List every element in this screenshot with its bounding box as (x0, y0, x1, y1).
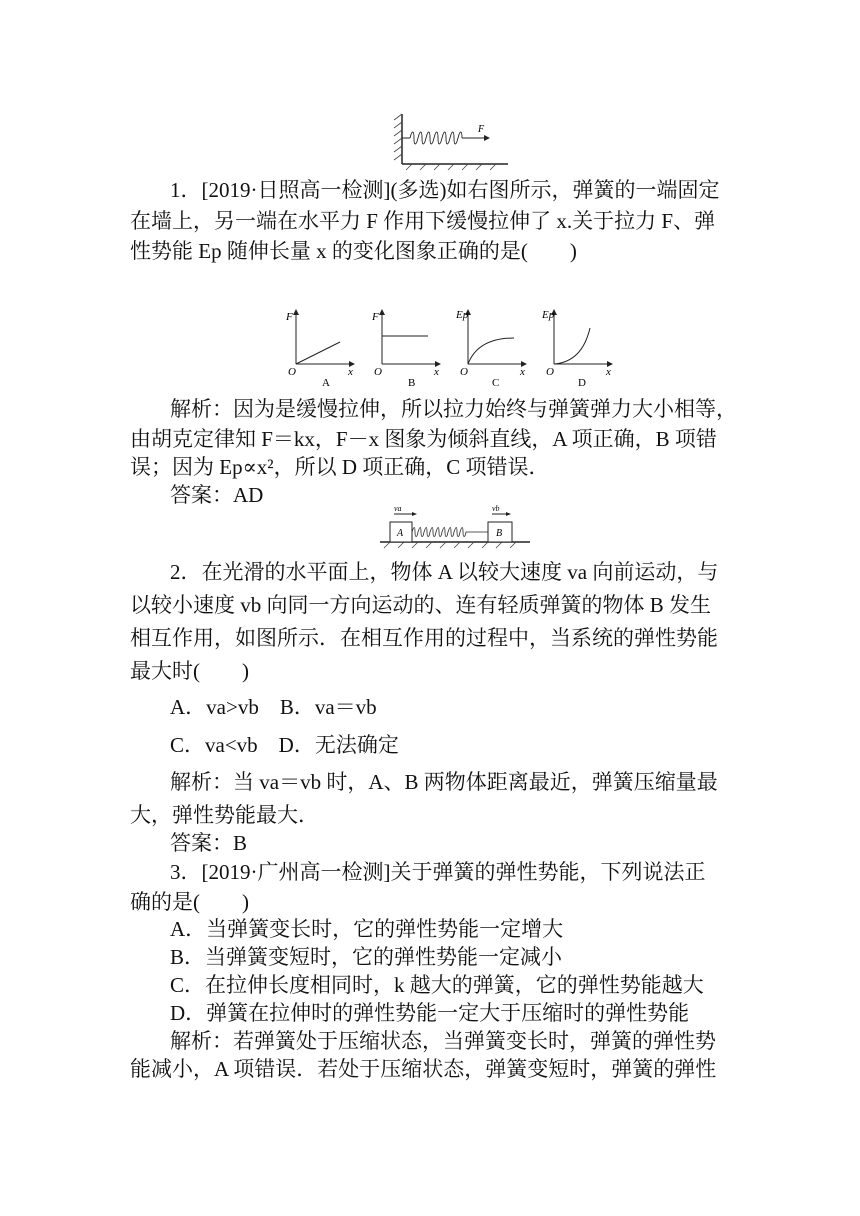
q1-analysis-1: 解析：因为是缓慢拉伸，所以拉力始终与弹簧弹力大小相等， (170, 397, 737, 421)
graph-b (371, 310, 440, 389)
graph-a (285, 310, 354, 389)
graph-c-origin: O (460, 366, 468, 378)
q2-line-1: 2．在光滑的水平面上，物体 A 以较大速度 va 向前运动，与 (170, 560, 719, 584)
q3-option-b: B．当弹簧变短时，它的弹性势能一定减小 (170, 945, 563, 969)
q3-option-c: C．在拉伸长度相同时，k 越大的弹簧，它的弹性势能越大 (170, 973, 704, 997)
q3-analysis-2: 能减小，A 项错误．若处于压缩状态，弹簧变短时，弹簧的弹性 (130, 1057, 717, 1081)
va-label: va (394, 504, 402, 513)
graph-b-ylabel: F (372, 311, 379, 323)
q2-line-2: 以较小速度 vb 向同一方向运动的、连有轻质弹簧的物体 B 发生 (130, 593, 712, 617)
spring-wall-figure (390, 112, 510, 174)
q3-line-1: 3．[2019·广州高一检测]关于弹簧的弹性势能，下列说法正 (170, 860, 706, 884)
block-b-label: B (496, 528, 503, 539)
graph-options-figure (282, 304, 622, 392)
q2-analysis-2: 大，弹性势能最大． (130, 803, 319, 827)
graph-d-origin: O (546, 366, 554, 378)
graph-a-origin: O (288, 366, 296, 378)
graph-a-label: A (322, 377, 330, 389)
q1-line-3: 性势能 Ep 随伸长量 x 的变化图象正确的是( ) (130, 239, 577, 263)
q2-answer: 答案：B (170, 831, 248, 855)
q2-option-cd: C．va<vb D．无法确定 (170, 733, 399, 757)
q2-option-ab: A．va>vb B．va＝vb (170, 695, 377, 719)
q2-line-4: 最大时( ) (130, 659, 249, 683)
q2-line-3: 相互作用，如图所示．在相互作用的过程中，当系统的弹性势能 (130, 626, 718, 650)
graph-c-xlabel: x (520, 366, 525, 378)
graph-d (541, 309, 612, 389)
graph-d-ylabel: Ep (542, 309, 555, 321)
q1-answer: 答案：AD (170, 483, 264, 507)
graph-b-xlabel: x (434, 366, 439, 378)
q3-option-a: A．当弹簧变长时，它的弹性势能一定增大 (170, 917, 564, 941)
q3-analysis-1: 解析：若弹簧处于压缩状态，当弹簧变长时，弹簧的弹性势 (170, 1029, 716, 1053)
graph-d-xlabel: x (606, 366, 611, 378)
graph-d-label: D (578, 377, 586, 389)
graph-c (455, 309, 526, 389)
q1-analysis-2: 由胡克定律知 F＝kx，F－x 图象为倾斜直线，A 项正确，B 项错 (130, 427, 717, 451)
q1-line-2: 在墙上，另一端在水平力 F 作用下缓慢拉伸了 x.关于拉力 F、弹 (130, 209, 716, 233)
graph-a-ylabel: F (286, 311, 293, 323)
q2-analysis-1: 解析：当 va＝vb 时，A、B 两物体距离最近，弹簧压缩量最 (170, 770, 718, 794)
graph-b-origin: O (374, 366, 382, 378)
block-a-label: A (397, 528, 404, 539)
q3-option-d: D．弹簧在拉伸时的弹性势能一定大于压缩时的弹性势能 (170, 1001, 690, 1025)
graph-c-ylabel: Ep (456, 309, 469, 321)
q3-line-2: 确的是( ) (130, 890, 249, 914)
graph-c-label: C (492, 377, 500, 389)
graph-b-label: B (408, 377, 416, 389)
graph-a-xlabel: x (348, 366, 353, 378)
vb-label: vb (492, 504, 500, 513)
force-label: F (478, 124, 485, 135)
blocks-spring-figure (380, 504, 530, 550)
q1-line-1: 1．[2019·日照高一检测](多选)如右图所示，弹簧的一端固定 (170, 178, 720, 202)
q1-analysis-3: 误；因为 Ep∝x²，所以 D 项正确，C 项错误． (130, 455, 550, 479)
